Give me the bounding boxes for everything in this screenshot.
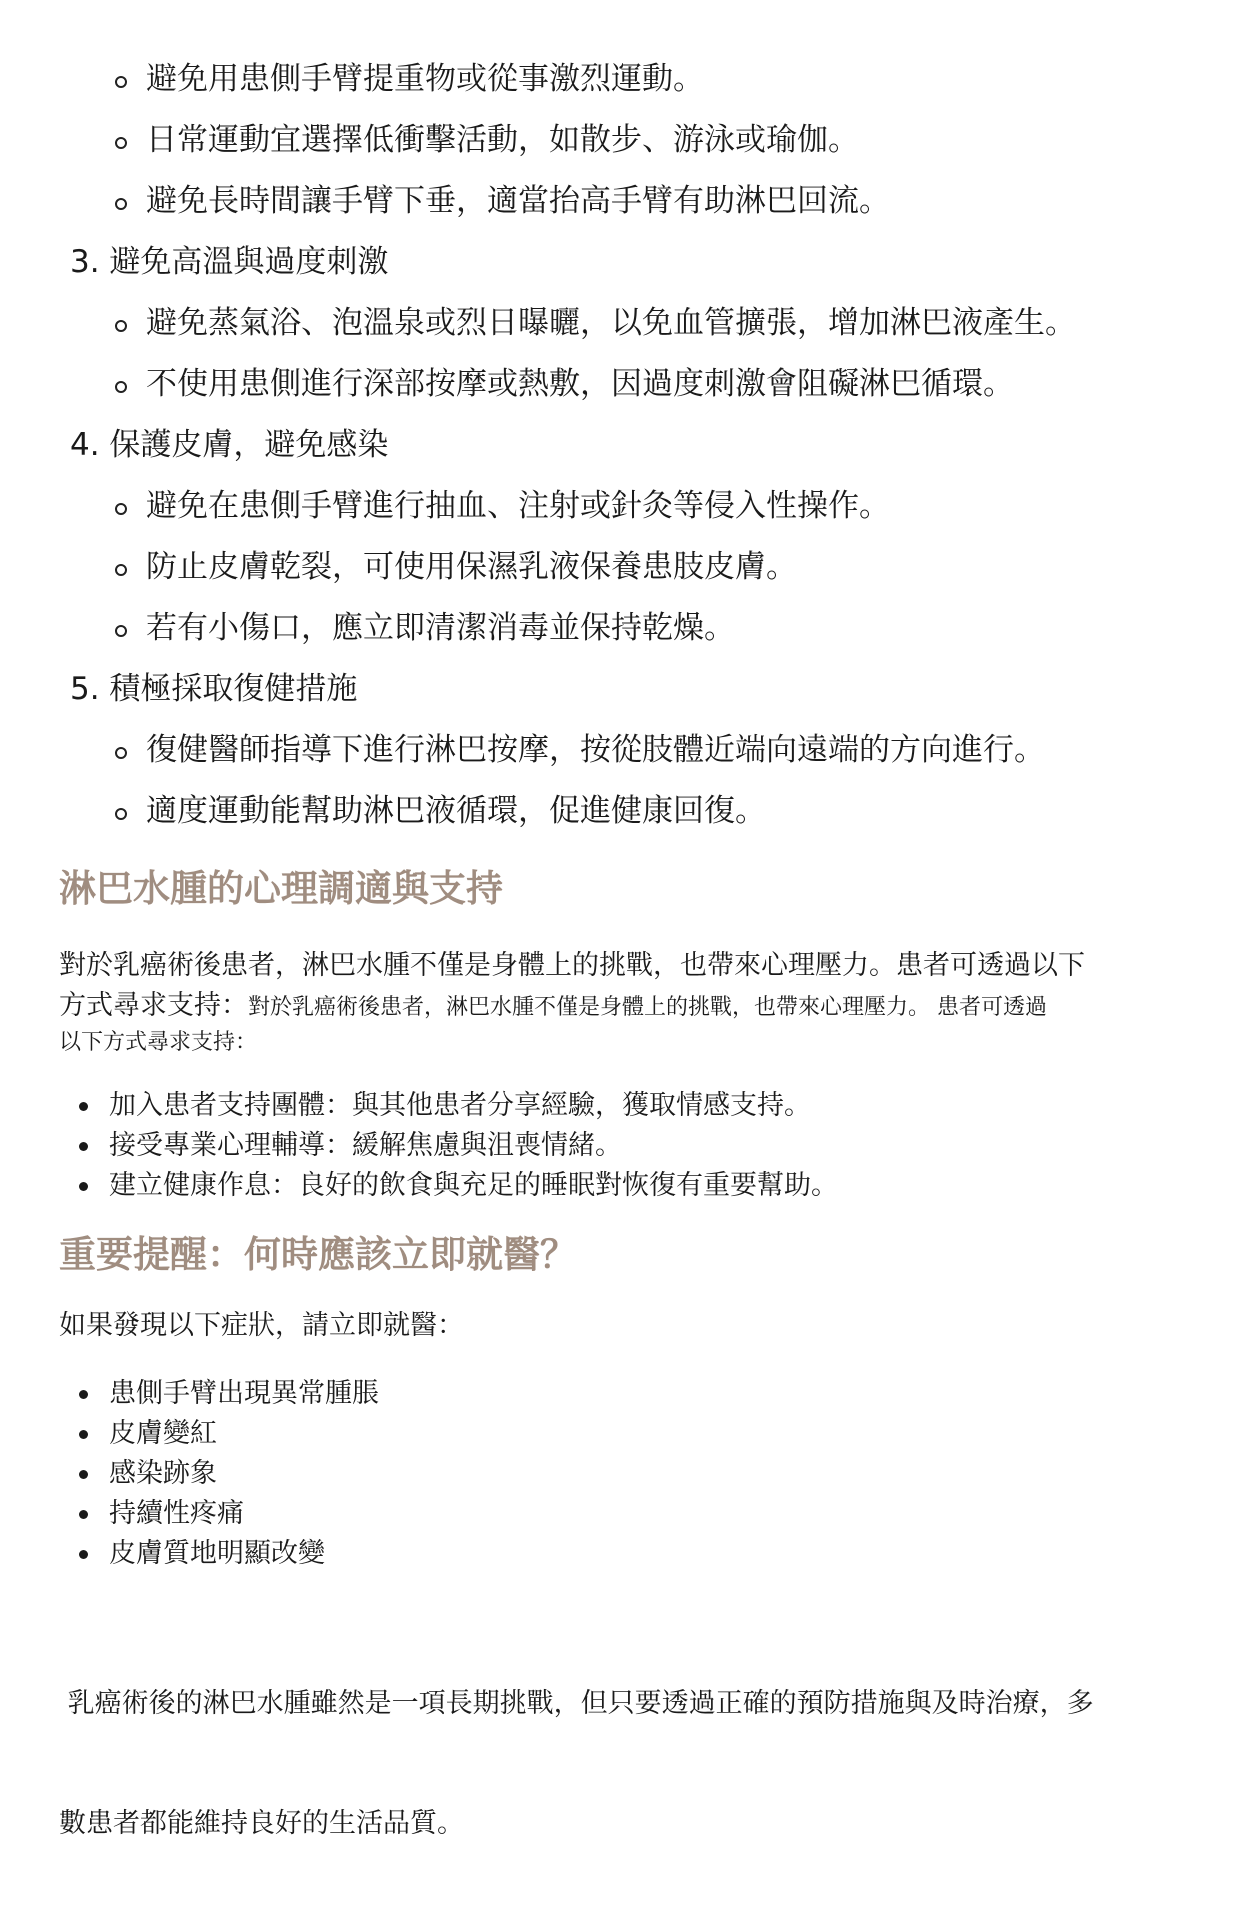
circle-bullet-icon [115, 747, 127, 759]
section-heading-alert: 重要提醒：何時應該立即就醫？ [59, 1233, 577, 1276]
circle-bullet-icon [115, 625, 127, 637]
list-item: 感染跡象 [59, 1454, 1185, 1494]
alert-intro: 如果發現以下症狀，請立即就醫： [59, 1310, 464, 1341]
sub-list-item: 適度運動能幫助淋巴液循環，促進健康回復。 [59, 792, 1185, 853]
list-item: 患側手臂出現異常腫脹 [59, 1374, 1185, 1414]
section-heading-psych: 淋巴水腫的心理調適與支持 [59, 867, 503, 910]
closing-paragraph [59, 1604, 1185, 1924]
psych-paragraph [59, 946, 1185, 1058]
psych-paragraph-line: 對於乳癌術後患者，淋巴水腫不僅是身體上的挑戰，也帶來心理壓力。患者可透過以下 [59, 950, 1085, 981]
list-item: 接受專業心理輔導：緩解焦慮與沮喪情緒。 [59, 1126, 1185, 1166]
bullet-dot-icon [79, 1430, 88, 1439]
circle-bullet-icon [115, 564, 127, 576]
closing-line: 數患者都能維持良好的生活品質。 [59, 1808, 464, 1839]
circle-bullet-icon [115, 381, 127, 393]
sub-list-item3 [59, 304, 1185, 426]
sub-list-item: 避免蒸氣浴、泡溫泉或烈日曝曬，以免血管擴張，增加淋巴液產生。 [59, 304, 1185, 365]
alert-bullet-list [59, 1374, 1185, 1574]
numbered-item-4: 4. 保護皮膚，避免感染 [70, 427, 389, 463]
sub-list-item: 日常運動宜選擇低衝擊活動，如散步、游泳或瑜伽。 [59, 121, 1185, 182]
list-item: 皮膚變紅 [59, 1414, 1185, 1454]
closing-line: 乳癌術後的淋巴水腫雖然是一項長期挑戰，但只要透過正確的預防措施與及時治療，多 [59, 1688, 1094, 1719]
numbered-item-5: 5. 積極採取復健措施 [70, 671, 358, 707]
bullet-dot-icon [79, 1142, 88, 1151]
list-item: 持續性疼痛 [59, 1494, 1185, 1534]
sub-list-item: 不使用患側進行深部按摩或熱敷，因過度刺激會阻礙淋巴循環。 [59, 365, 1185, 426]
circle-bullet-icon [115, 320, 127, 332]
bullet-dot-icon [79, 1470, 88, 1479]
bullet-dot-icon [79, 1550, 88, 1559]
psych-paragraph-line: 方式尋求支持：對於乳癌術後患者，淋巴水腫不僅是身體上的挑戰，也帶來心理壓力。 患者可透過 [59, 990, 1047, 1021]
sub-list-item: 避免在患側手臂進行抽血、注射或針灸等侵入性操作。 [59, 487, 1185, 548]
numbered-item-3: 3. 避免高溫與過度刺激 [70, 244, 389, 280]
circle-bullet-icon [115, 503, 127, 515]
sub-list-item5 [59, 731, 1185, 853]
sub-list-item: 若有小傷口，應立即清潔消毒並保持乾燥。 [59, 609, 1185, 670]
bullet-dot-icon [79, 1390, 88, 1399]
sub-list-item: 防止皮膚乾裂，可使用保濕乳液保養患肢皮膚。 [59, 548, 1185, 609]
circle-bullet-icon [115, 137, 127, 149]
bullet-dot-icon [79, 1102, 88, 1111]
sub-list-item: 復健醫師指導下進行淋巴按摩，按從肢體近端向遠端的方向進行。 [59, 731, 1185, 792]
list-item: 加入患者支持團體：與其他患者分享經驗，獲取情感支持。 [59, 1086, 1185, 1126]
sub-list-item2 [59, 60, 1185, 243]
bullet-dot-icon [79, 1510, 88, 1519]
sub-list-item4 [59, 487, 1185, 670]
circle-bullet-icon [115, 76, 127, 88]
sub-list-item: 避免用患側手臂提重物或從事激烈運動。 [59, 60, 1185, 121]
circle-bullet-icon [115, 808, 127, 820]
list-item: 建立健康作息：良好的飲食與充足的睡眠對恢復有重要幫助。 [59, 1166, 1185, 1206]
circle-bullet-icon [115, 198, 127, 210]
psych-paragraph-line: 以下方式尋求支持： [59, 1030, 258, 1055]
psych-bullet-list [59, 1086, 1185, 1206]
sub-list-item: 避免長時間讓手臂下垂，適當抬高手臂有助淋巴回流。 [59, 182, 1185, 243]
list-item: 皮膚質地明顯改變 [59, 1534, 1185, 1574]
document-page [59, 60, 1185, 1924]
bullet-dot-icon [79, 1182, 88, 1191]
